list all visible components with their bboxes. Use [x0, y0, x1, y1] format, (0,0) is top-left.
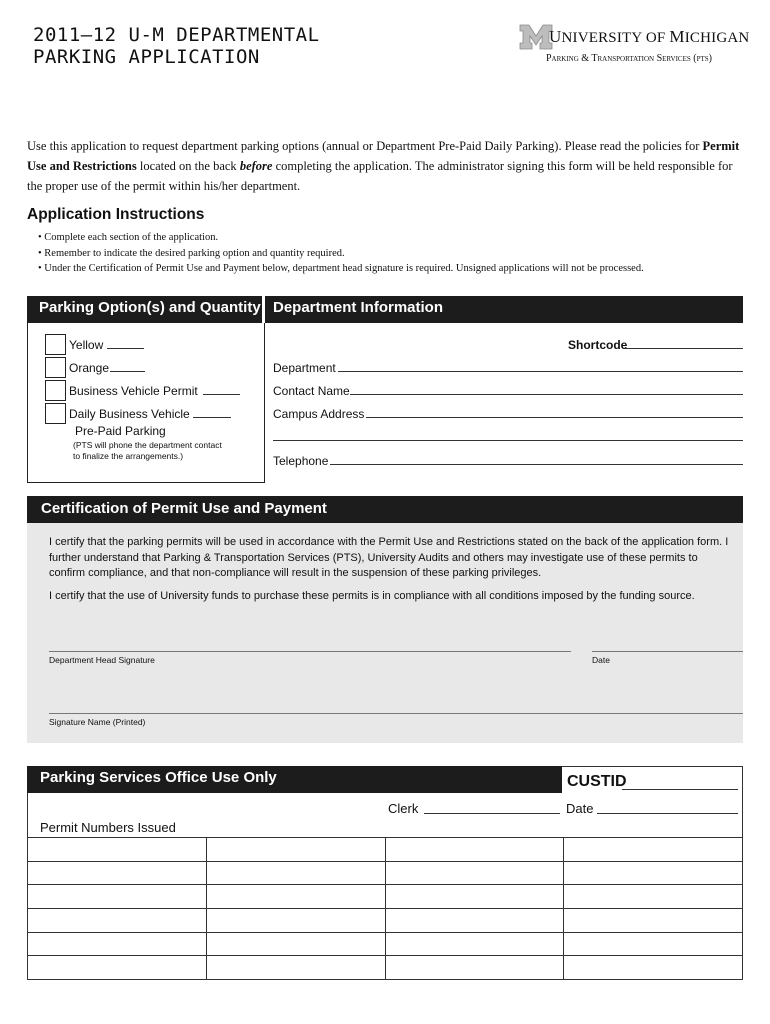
table-row: [28, 908, 743, 932]
certification-heading: Certification of Permit Use and Payment: [41, 500, 327, 517]
permit-numbers-grid: [27, 837, 743, 980]
telephone-label: Telephone: [273, 454, 329, 468]
shortcode-field[interactable]: [625, 348, 743, 349]
permit-number-cell[interactable]: [385, 908, 564, 932]
office-use-header: [27, 766, 562, 793]
permit-number-cell[interactable]: [385, 956, 564, 980]
daily-business-vehicle-quantity-field[interactable]: [193, 417, 231, 418]
permit-number-cell[interactable]: [28, 908, 207, 932]
campus-address-field-2[interactable]: [273, 440, 743, 441]
certification-paragraph-2: I certify that the use of University funds to purchase these permits is in compliance with all conditions imposed by the funding source.: [49, 590, 695, 602]
table-row: [28, 956, 743, 980]
permit-number-cell[interactable]: [564, 932, 743, 956]
permit-number-cell[interactable]: [28, 885, 207, 909]
table-row: [28, 932, 743, 956]
parking-options-header: [27, 296, 262, 323]
intro-part-2: located on the back: [136, 159, 240, 173]
intro-part-3: completing the application. The administrator signing this form will be held responsible for the proper use of the permit within his/her department.: [27, 159, 733, 193]
permit-number-cell[interactable]: [385, 885, 564, 909]
permit-number-cell[interactable]: [206, 956, 385, 980]
instruction-item: • Complete each section of the application.: [38, 232, 219, 243]
permit-number-cell[interactable]: [564, 861, 743, 885]
campus-address-label: Campus Address: [273, 407, 365, 421]
permit-number-cell[interactable]: [28, 956, 207, 980]
university-tail: ICHIGAN: [684, 30, 750, 46]
custid-field[interactable]: [622, 789, 738, 790]
department-head-signature-field[interactable]: [49, 651, 571, 652]
telephone-field[interactable]: [330, 464, 743, 465]
permit-number-cell[interactable]: [564, 838, 743, 862]
orange-checkbox[interactable]: [45, 357, 66, 378]
permit-number-cell[interactable]: [564, 908, 743, 932]
shortcode-label: Shortcode: [568, 338, 628, 352]
campus-address-field[interactable]: [366, 417, 743, 418]
department-head-signature-label: Department Head Signature: [49, 655, 155, 665]
prepaid-parking-label: Pre-Paid Parking: [75, 424, 166, 438]
permit-number-cell[interactable]: [385, 932, 564, 956]
intro-bold-1: Permit Use and Restrictions: [27, 139, 740, 173]
permit-number-cell[interactable]: [206, 908, 385, 932]
instructions-list: [38, 230, 758, 277]
university-initial: U: [549, 27, 562, 46]
office-use-heading: Parking Services Office Use Only: [40, 769, 277, 786]
daily-business-vehicle-label: Daily Business Vehicle: [69, 407, 190, 421]
university-m: M: [669, 27, 685, 46]
intro-paragraph: [27, 136, 747, 196]
permit-number-cell[interactable]: [206, 885, 385, 909]
signature-date-field[interactable]: [592, 651, 743, 652]
instruction-item: • Under the Certification of Permit Use and Payment below, department head signature is required. Unsigned applications will not be processed.: [38, 263, 644, 274]
table-row: [28, 838, 743, 862]
parking-options-heading: Parking Option(s) and Quantity: [39, 299, 261, 316]
block-m-logo-icon: [519, 24, 553, 50]
permit-numbers-label: Permit Numbers Issued: [40, 820, 176, 835]
permit-number-cell[interactable]: [28, 861, 207, 885]
table-row: [28, 861, 743, 885]
business-vehicle-quantity-field[interactable]: [203, 394, 240, 395]
permit-number-cell[interactable]: [206, 932, 385, 956]
business-vehicle-label: Business Vehicle Permit: [69, 384, 198, 398]
department-label: Department: [273, 361, 336, 375]
table-row: [28, 885, 743, 909]
certification-header: [27, 496, 743, 523]
university-rest: NIVERSITY OF: [561, 30, 670, 46]
intro-bold-2: before: [239, 159, 273, 173]
form-title: [33, 24, 320, 68]
yellow-quantity-field[interactable]: [107, 348, 144, 349]
department-info-heading: Department Information: [273, 299, 444, 316]
contact-name-field[interactable]: [350, 394, 743, 395]
yellow-checkbox[interactable]: [45, 334, 66, 355]
yellow-label: Yellow: [69, 338, 104, 352]
form-title-line-1: 2011–12 U-M DEPARTMENTAL: [33, 24, 320, 46]
department-field[interactable]: [338, 371, 743, 372]
signature-name-printed-field[interactable]: [49, 713, 743, 714]
pts-label: Parking & Transportation Services (pts): [546, 53, 712, 64]
permit-number-cell[interactable]: [564, 956, 743, 980]
university-name: [549, 27, 749, 47]
office-date-label: Date: [566, 801, 594, 816]
permit-number-cell[interactable]: [206, 838, 385, 862]
signature-date-label: Date: [592, 655, 610, 665]
pts-note-line-2: to finalize the arrangements.): [73, 451, 184, 461]
permit-number-cell[interactable]: [28, 838, 207, 862]
permit-number-cell[interactable]: [28, 932, 207, 956]
custid-label: CUSTID: [567, 773, 627, 790]
form-title-line-2: PARKING APPLICATION: [33, 46, 260, 68]
clerk-label: Clerk: [388, 801, 419, 816]
orange-label: Orange: [69, 361, 110, 375]
signature-name-printed-label: Signature Name (Printed): [49, 717, 146, 727]
intro-part-1: Use this application to request department parking options (annual or Department Pre-Paid Daily Parking). Please read the policies for: [27, 139, 703, 153]
permit-number-cell[interactable]: [385, 861, 564, 885]
daily-business-vehicle-checkbox[interactable]: [45, 403, 66, 424]
certification-paragraph-1: I certify that the parking permits will be used in accordance with the Permit Use and Restrictions stated on the back of the application form. I further understand that Parking & Transportation Services (PTS), University Audits and others may investigate use of these permits to confirm compliance, and that non-compliance will result in the suspension of these parking privileges.: [49, 536, 729, 579]
permit-number-cell[interactable]: [206, 861, 385, 885]
permit-number-cell[interactable]: [385, 838, 564, 862]
clerk-field[interactable]: [424, 813, 560, 814]
instructions-heading: Application Instructions: [27, 206, 205, 223]
pts-note-line-1: (PTS will phone the department contact: [73, 440, 222, 450]
orange-quantity-field[interactable]: [110, 371, 145, 372]
department-info-header: [265, 296, 743, 323]
permit-number-cell[interactable]: [564, 885, 743, 909]
business-vehicle-checkbox[interactable]: [45, 380, 66, 401]
contact-name-label: Contact Name: [273, 384, 350, 398]
instruction-item: • Remember to indicate the desired parking option and quantity required.: [38, 247, 345, 259]
office-date-field[interactable]: [597, 813, 738, 814]
